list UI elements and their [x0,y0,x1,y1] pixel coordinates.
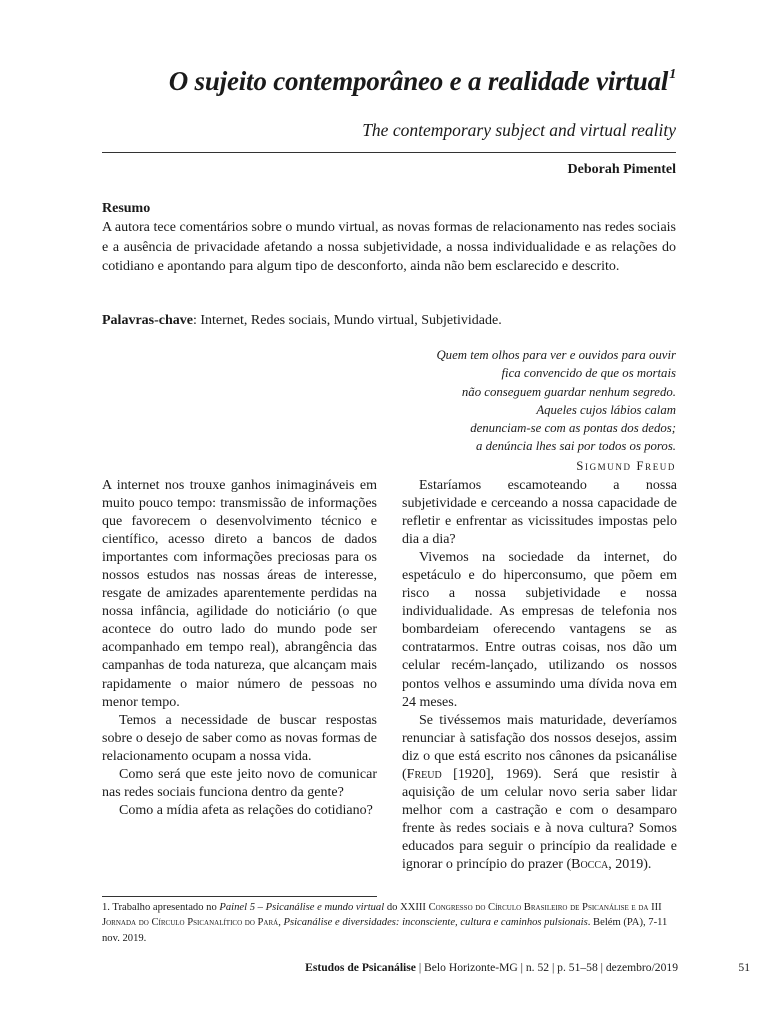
citation-freud: Freud [406,766,442,782]
abstract-section [102,199,676,277]
footnote-text: do [384,902,401,913]
body-column-left [102,477,377,820]
keywords-list: : Internet, Redes sociais, Mundo virtual, Subjetividade. [192,313,502,328]
body-paragraph: Temos a necessidade de buscar respostas sobre o desejo de saber como as novas formas de relacionamento ocupam a nossa vida. [102,712,377,764]
epigraph-line: Quem tem olhos para ver e ouvidos para ouvir [436,348,676,362]
article-title-text: O sujeito contemporâneo e a realidade virtual [168,66,669,96]
abstract-heading: Resumo [102,201,151,216]
footnote-theme: Psicanálise e diversidades: inconsciente, cultura e caminhos pulsionais [283,917,588,929]
body-text: , 2019). [608,856,652,872]
footnote-text: . Belém (PA), 7-11 nov. 2019. [102,917,668,944]
epigraph [360,346,676,475]
body-paragraph [402,712,677,874]
running-footer [102,961,678,974]
keywords-label: Palavras-chave [102,313,193,328]
article-subtitle: The contemporary subject and virtual reality [362,120,676,140]
body-paragraph: Estaríamos escamoteando a nossa subjetividade e cerceando a nossa capacidade de refletir e enfrentar as vicissitudes impostas pelo dia a dia? [402,478,677,548]
abstract-text: A autora tece comentários sobre o mundo virtual, as novas formas de relacionamento nas redes sociais e a ausência de privacidade afetando a nossa subjetividade, a nossa individualidade e as relações do cotidiano e apontando para algum tipo de desconforto, ainda não bem esclarecido e descrito. [102,220,676,275]
article-title [60,66,676,97]
epigraph-line: não conseguem guardar nenhum segredo. [461,384,676,399]
keywords [102,311,676,330]
body-paragraph: Como a mídia afeta as relações do cotidiano? [119,802,373,818]
footnote-panel: Painel 5 – Psicanálise e mundo virtual [219,902,385,913]
page-number: 51 [738,961,750,974]
citation-bocca: Bocca [571,856,609,872]
body-text: [1920], 1969). Será que resistir à aquisição de um celular novo seria saber lidar melhor com a castração e com o desamparo frente às redes sociais e à nova cultura? Somos educados para seguir o princípio da realidade e ignorar o princípio do prazer ( [402,766,677,872]
body-text: Se tivéssemos mais maturidade, deveríamos renunciar à satisfação dos nossos desejos, assim diz o que está escrito nos cânones da psicanálise ( [402,712,677,782]
footnote-text: , [278,917,284,929]
footnote-congress: XXIII Congresso do Círculo Brasileiro de Psicanálise e da III Jornada do Círculo Psicanalítico do Pará [102,902,662,929]
author-name: Deborah Pimentel [567,162,676,177]
epigraph-line: a denúncia lhes sai por todos os poros. [475,439,676,454]
epigraph-attribution: Sigmund Freud [576,458,676,473]
body-paragraph: Como será que este jeito novo de comunicar nas redes sociais funciona dentro da gente? [102,766,377,800]
body-column-right [402,477,677,874]
footnote [102,900,680,946]
footnote-divider [102,896,377,897]
epigraph-line: Aqueles cujos lábios calam [536,402,676,417]
body-paragraph: Vivemos na sociedade da internet, do espetáculo e do hiperconsumo, que põem em risco a nossa subjetividade e nossa individualidade. As empresas de telefonia nos bombardeiam oferecendo vantagens se as contratarmos. Entre outras coisas, nos dão um celular recém-lançado, utilizando os nossos pontos velhos e assumindo uma dívida nova em 24 meses. [402,550,677,710]
journal-name: Estudos de Psicanálise [305,961,416,974]
header-divider [102,152,676,153]
journal-details: | Belo Horizonte-MG | n. 52 | p. 51–58 | dezembro/2019 [415,961,678,974]
epigraph-line: fica convencido de que os mortais [501,366,676,381]
title-footnote-marker[interactable]: 1 [669,67,676,82]
epigraph-line: denunciam-se com as pontas dos dedos; [470,421,676,436]
body-paragraph: A internet nos trouxe ganhos inimagináveis em muito pouco tempo: transmissão de informações que favorecem o desenvolvimento técnico e científico, acesso direto a bancos de dados importantes com informações preciosas para os nossos estudos nas nossas áreas de interesse, resgate de amizades aparentemente perdidas na nossa infância, agilidade do noticiário (o que acontece do outro lado do mundo pode ser acompanhado em tempo real), abrangência das campanhas de toda natureza, que alcançam mais rapidamente o maior número de pessoas no menor tempo. [102,478,377,710]
footnote-text: 1. Trabalho apresentado no [102,902,220,913]
